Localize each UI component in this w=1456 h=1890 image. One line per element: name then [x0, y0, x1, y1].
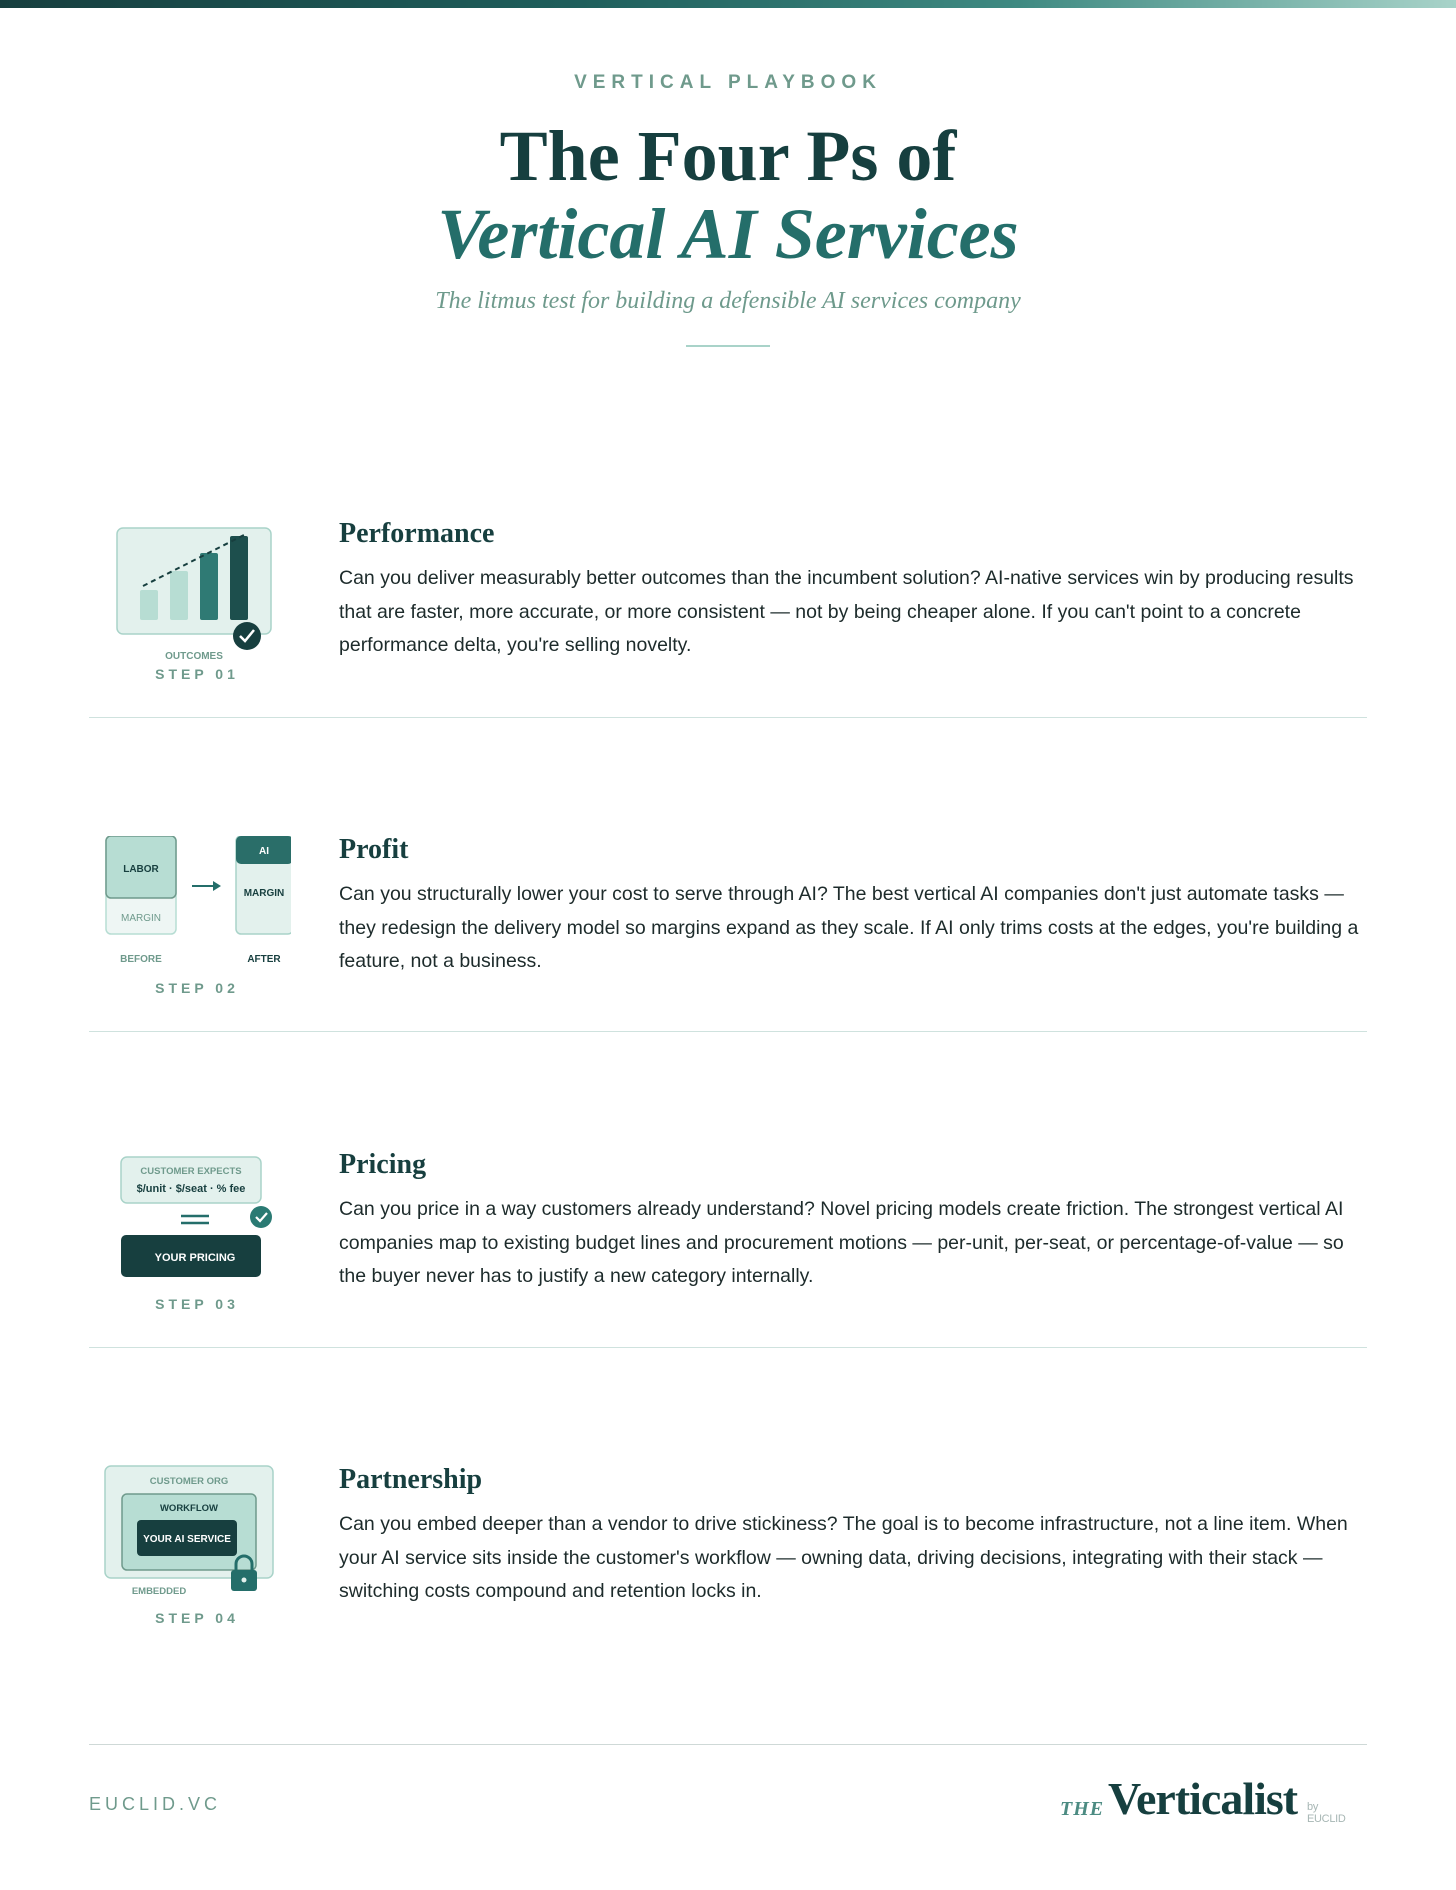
brand-by: by EUCLID	[1307, 1801, 1346, 1825]
page-header	[0, 72, 1456, 347]
bar-chart-check-icon	[103, 518, 291, 668]
section-divider	[89, 1347, 1367, 1348]
section-heading: Profit	[339, 834, 409, 865]
after-margin-label: MARGIN	[243, 888, 285, 899]
ai-label: AI	[259, 846, 269, 857]
section-body: Can you embed deeper than a vendor to drive stickiness? The goal is to become infrastructure, not a line item. When your AI service sits inside the customer's workflow — owning data, driving decisions, integrating with their stack — switching costs compound and retention locks in.	[339, 1513, 1348, 1602]
section-pricing	[89, 1141, 1367, 1351]
section-performance	[89, 510, 1367, 720]
section-divider	[89, 1031, 1367, 1032]
customer-org-label: CUSTOMER ORG	[149, 1476, 229, 1487]
section-body: Can you deliver measurably better outcomes than the incumbent solution? AI-native services win by producing results that are faster, more accurate, or more consistent — not by being cheaper alone. If you can't point to a concrete performance delta, you're selling novelty.	[339, 567, 1354, 656]
brand-name: Verticalist	[1108, 1773, 1298, 1824]
eyebrow-label: VERTICAL PLAYBOOK	[574, 72, 882, 93]
step-label: STEP 01	[155, 666, 239, 682]
step-label: STEP 03	[155, 1296, 239, 1312]
section-body: Can you price in a way customers already understand? Novel pricing models create friction. The strongest vertical AI companies map to existing budget lines and procurement motions — per-unit, per-seat, or percentage-of-value — so the buyer never has to justify a new category internally.	[339, 1198, 1344, 1287]
performance-illustration	[103, 518, 291, 668]
pricing-match-icon	[103, 1153, 291, 1303]
title-divider	[686, 345, 770, 347]
section-heading: Performance	[339, 518, 495, 549]
step-label: STEP 04	[155, 1610, 239, 1626]
section-heading: Pricing	[339, 1149, 427, 1180]
pricing-illustration	[103, 1153, 291, 1303]
section-partnership	[89, 1456, 1367, 1666]
section-heading: Partnership	[339, 1464, 483, 1495]
brand-logo	[1055, 1768, 1355, 1828]
before-caption: BEFORE	[120, 954, 162, 965]
embedded-workflow-icon	[103, 1464, 291, 1614]
footer-site-link[interactable]: EUCLID.VC	[89, 1794, 222, 1814]
labor-label: LABOR	[123, 864, 159, 875]
customer-expects-value: $/unit · $/seat · % fee	[136, 1183, 246, 1195]
section-body: Can you structurally lower your cost to serve through AI? The best vertical AI companies don't just automate tasks — they redesign the delivery model so margins expand as they scale. If AI only trims costs at the edges, you're building a feature, not a business.	[339, 883, 1359, 972]
your-ai-service-label: YOUR AI SERVICE	[143, 1534, 231, 1545]
embedded-caption: EMBEDDED	[131, 1586, 187, 1597]
workflow-label: WORKFLOW	[159, 1503, 219, 1514]
outcomes-caption: OUTCOMES	[165, 651, 223, 662]
customer-expects-label: CUSTOMER EXPECTS	[140, 1166, 242, 1177]
profit-illustration	[103, 836, 291, 986]
page-title-line-1: The Four Ps of	[499, 116, 957, 196]
step-label: STEP 02	[155, 980, 239, 996]
page-subtitle: The litmus test for building a defensible AI services company	[435, 288, 1021, 314]
partnership-illustration	[103, 1464, 291, 1614]
before-margin-label: MARGIN	[121, 913, 161, 924]
section-profit	[89, 826, 1367, 1036]
section-divider	[89, 717, 1367, 718]
page-title-line-2: Vertical AI Services	[437, 194, 1019, 274]
your-pricing-label: YOUR PRICING	[154, 1252, 236, 1264]
after-caption: AFTER	[247, 954, 281, 965]
footer-divider	[89, 1744, 1367, 1745]
before-after-margin-icon	[103, 836, 291, 986]
top-accent-bar	[0, 0, 1456, 8]
brand-the: THE	[1060, 1798, 1105, 1820]
